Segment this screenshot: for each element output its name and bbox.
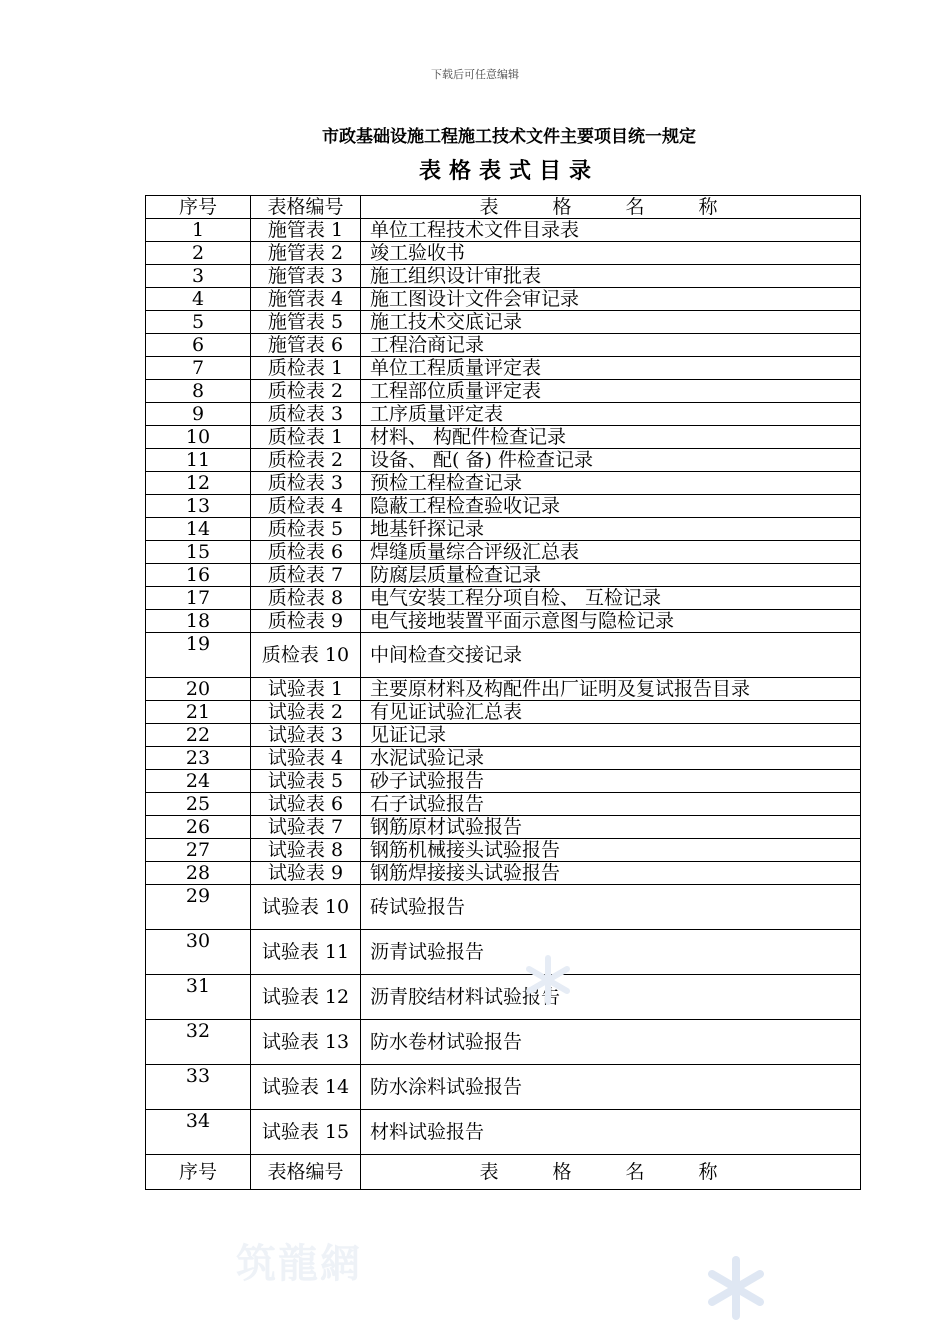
table-row [146, 449, 861, 472]
row-name: 焊缝质量综合评级汇总表 [361, 541, 861, 564]
row-name: 沥青试验报告 [361, 930, 861, 975]
table-row [146, 334, 861, 357]
row-code: 施管表 3 [251, 265, 361, 288]
row-name: 设备、 配( 备) 件检查记录 [361, 449, 861, 472]
row-no: 7 [146, 357, 251, 380]
row-code: 质检表 1 [251, 357, 361, 380]
row-code: 施管表 2 [251, 242, 361, 265]
row-no: 19 [146, 633, 251, 678]
table-row [146, 701, 861, 724]
table-row [146, 587, 861, 610]
row-code: 质检表 10 [251, 633, 361, 678]
table-row [146, 242, 861, 265]
table-row [146, 747, 861, 770]
row-name: 沥青胶结材料试验报告 [361, 975, 861, 1020]
row-name: 电气接地装置平面示意图与隐检记录 [361, 610, 861, 633]
table-row [146, 472, 861, 495]
row-name: 钢筋机械接头试验报告 [361, 839, 861, 862]
table-row [146, 403, 861, 426]
row-code: 试验表 9 [251, 862, 361, 885]
row-name: 隐蔽工程检查验收记录 [361, 495, 861, 518]
row-name: 工序质量评定表 [361, 403, 861, 426]
table-row [146, 793, 861, 816]
row-no: 13 [146, 495, 251, 518]
table-row [146, 357, 861, 380]
row-code: 试验表 4 [251, 747, 361, 770]
row-no: 34 [146, 1110, 251, 1155]
row-name: 中间检查交接记录 [361, 633, 861, 678]
snowflake-watermark-icon [522, 954, 574, 1006]
row-name: 单位工程质量评定表 [361, 357, 861, 380]
row-code: 质检表 5 [251, 518, 361, 541]
row-name: 电气安装工程分项自检、 互检记录 [361, 587, 861, 610]
row-code: 试验表 12 [251, 975, 361, 1020]
header-no: 序号 [146, 196, 251, 219]
document-title: 市政基础设施工程施工技术文件主要项目统一规定 [322, 127, 696, 147]
row-code: 试验表 3 [251, 724, 361, 747]
header-note: 下载后可任意编辑 [431, 68, 519, 81]
row-name: 有见证试验汇总表 [361, 701, 861, 724]
row-name: 水泥试验记录 [361, 747, 861, 770]
row-no: 28 [146, 862, 251, 885]
table-row [146, 770, 861, 793]
row-code: 质检表 1 [251, 426, 361, 449]
row-no: 23 [146, 747, 251, 770]
row-no: 11 [146, 449, 251, 472]
row-no: 1 [146, 219, 251, 242]
row-no: 20 [146, 678, 251, 701]
row-code: 质检表 3 [251, 403, 361, 426]
row-code: 试验表 7 [251, 816, 361, 839]
row-name: 材料、 构配件检查记录 [361, 426, 861, 449]
row-name: 防腐层质量检查记录 [361, 564, 861, 587]
row-no: 3 [146, 265, 251, 288]
row-name: 防水涂料试验报告 [361, 1065, 861, 1110]
row-no: 25 [146, 793, 251, 816]
snowflake-watermark-icon [704, 1256, 768, 1320]
row-code: 试验表 5 [251, 770, 361, 793]
row-name: 工程洽商记录 [361, 334, 861, 357]
table-row [146, 1065, 861, 1110]
table-row [146, 839, 861, 862]
row-code: 质检表 9 [251, 610, 361, 633]
row-name: 砂子试验报告 [361, 770, 861, 793]
footer-code: 表格编号 [251, 1155, 361, 1190]
row-name: 施工技术交底记录 [361, 311, 861, 334]
table-row [146, 678, 861, 701]
row-code: 施管表 4 [251, 288, 361, 311]
table-row [146, 930, 861, 975]
row-name: 石子试验报告 [361, 793, 861, 816]
watermark-text: 筑龍網 [236, 1240, 362, 1287]
row-code: 试验表 1 [251, 678, 361, 701]
row-no: 2 [146, 242, 251, 265]
row-code: 试验表 14 [251, 1065, 361, 1110]
row-code: 施管表 6 [251, 334, 361, 357]
row-no: 6 [146, 334, 251, 357]
header-code: 表格编号 [251, 196, 361, 219]
row-no: 14 [146, 518, 251, 541]
table-row [146, 816, 861, 839]
row-code: 试验表 11 [251, 930, 361, 975]
row-name: 钢筋焊接接头试验报告 [361, 862, 861, 885]
table-row [146, 219, 861, 242]
footer-no: 序号 [146, 1155, 251, 1190]
row-no: 12 [146, 472, 251, 495]
table-row [146, 518, 861, 541]
footer-name: 表 格 名 称 [361, 1155, 861, 1190]
table-row [146, 265, 861, 288]
row-name: 砖试验报告 [361, 885, 861, 930]
row-code: 试验表 10 [251, 885, 361, 930]
table-row [146, 288, 861, 311]
row-no: 33 [146, 1065, 251, 1110]
row-no: 10 [146, 426, 251, 449]
row-no: 29 [146, 885, 251, 930]
row-no: 15 [146, 541, 251, 564]
table-row [146, 610, 861, 633]
document-subtitle: 表格表式目录 [418, 159, 599, 184]
row-name: 材料试验报告 [361, 1110, 861, 1155]
row-code: 施管表 1 [251, 219, 361, 242]
row-no: 31 [146, 975, 251, 1020]
row-code: 质检表 4 [251, 495, 361, 518]
row-code: 质检表 2 [251, 449, 361, 472]
table-header-row [146, 196, 861, 219]
row-no: 9 [146, 403, 251, 426]
table-row [146, 1110, 861, 1155]
row-name: 单位工程技术文件目录表 [361, 219, 861, 242]
row-code: 试验表 6 [251, 793, 361, 816]
table-row [146, 885, 861, 930]
table-row [146, 311, 861, 334]
table-row [146, 564, 861, 587]
table-row [146, 633, 861, 678]
row-name: 地基钎探记录 [361, 518, 861, 541]
row-name: 见证记录 [361, 724, 861, 747]
row-name: 竣工验收书 [361, 242, 861, 265]
forms-index-table [145, 195, 861, 1190]
row-code: 试验表 2 [251, 701, 361, 724]
row-code: 试验表 15 [251, 1110, 361, 1155]
table-footer-row [146, 1155, 861, 1190]
table-row [146, 724, 861, 747]
row-name: 钢筋原材试验报告 [361, 816, 861, 839]
table-row [146, 380, 861, 403]
row-no: 16 [146, 564, 251, 587]
table-row [146, 495, 861, 518]
row-no: 32 [146, 1020, 251, 1065]
row-name: 施工图设计文件会审记录 [361, 288, 861, 311]
row-no: 21 [146, 701, 251, 724]
table-row [146, 1020, 861, 1065]
table-row [146, 426, 861, 449]
table-row [146, 862, 861, 885]
row-name: 主要原材料及构配件出厂证明及复试报告目录 [361, 678, 861, 701]
header-name: 表 格 名 称 [361, 196, 861, 219]
row-no: 26 [146, 816, 251, 839]
row-no: 4 [146, 288, 251, 311]
row-name: 防水卷材试验报告 [361, 1020, 861, 1065]
row-code: 质检表 6 [251, 541, 361, 564]
row-no: 27 [146, 839, 251, 862]
row-name: 施工组织设计审批表 [361, 265, 861, 288]
row-name: 工程部位质量评定表 [361, 380, 861, 403]
row-code: 质检表 8 [251, 587, 361, 610]
row-no: 8 [146, 380, 251, 403]
row-no: 30 [146, 930, 251, 975]
row-code: 试验表 13 [251, 1020, 361, 1065]
row-code: 质检表 3 [251, 472, 361, 495]
row-code: 质检表 2 [251, 380, 361, 403]
row-no: 18 [146, 610, 251, 633]
row-name: 预检工程检查记录 [361, 472, 861, 495]
table-row [146, 541, 861, 564]
table-row [146, 975, 861, 1020]
row-no: 5 [146, 311, 251, 334]
row-no: 22 [146, 724, 251, 747]
row-code: 施管表 5 [251, 311, 361, 334]
row-no: 17 [146, 587, 251, 610]
row-no: 24 [146, 770, 251, 793]
row-code: 试验表 8 [251, 839, 361, 862]
row-code: 质检表 7 [251, 564, 361, 587]
